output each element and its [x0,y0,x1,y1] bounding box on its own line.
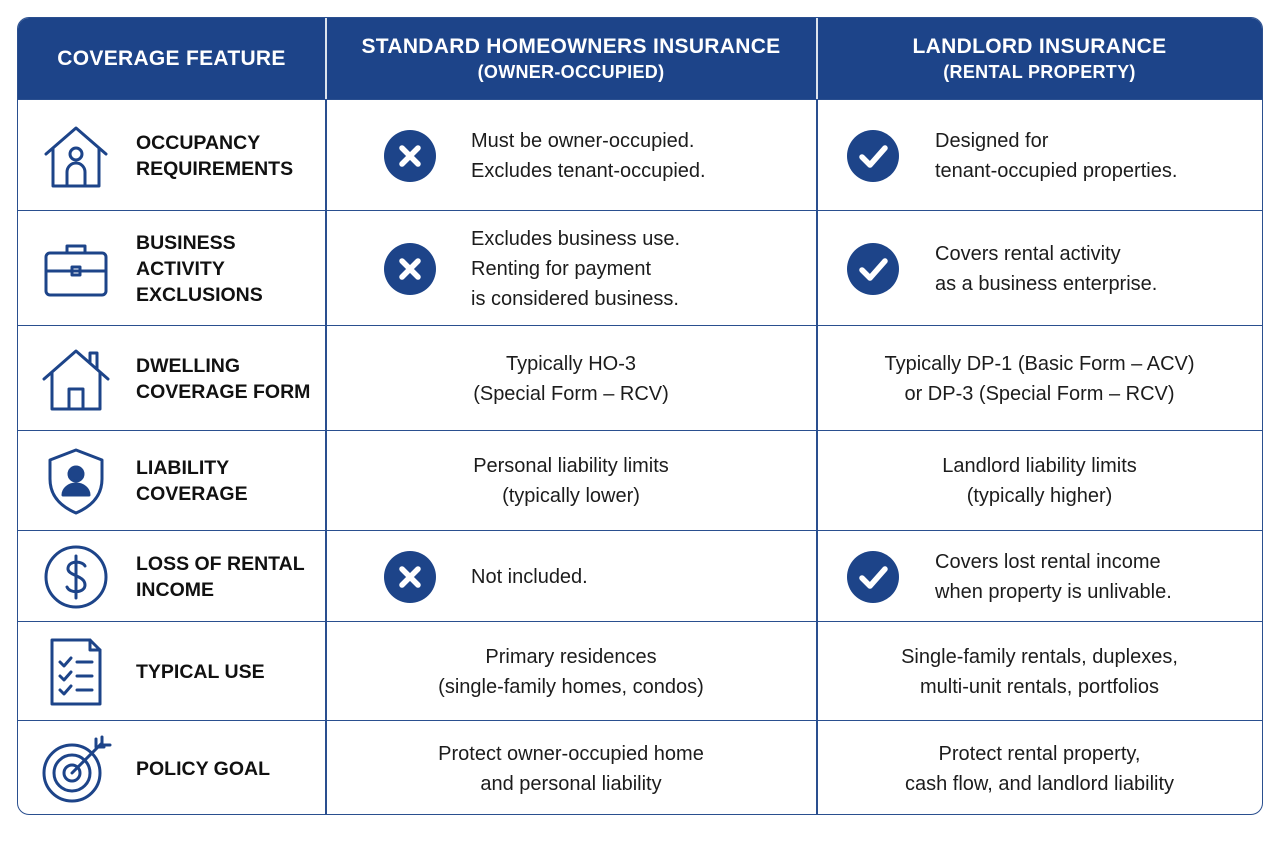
feature-label: BUSINESS ACTIVITY EXCLUSIONS [136,231,263,306]
landlord-text: Typically DP-1 (Basic Form – ACV) or DP-3 (Special Form – RCV) [884,352,1195,405]
landlord-text: Covers lost rental income when property is unlivable. [935,550,1172,603]
column-divider [816,99,818,814]
standard-cell [326,531,816,622]
feature-cell [18,531,325,622]
landlord-text: Covers rental activity as a business enterprise. [935,242,1158,295]
landlord-cell [817,100,1262,211]
standard-text: Excludes business use. Renting for payment is considered business. [471,227,681,310]
standard-cell [326,431,816,531]
feature-label: POLICY GOAL [136,758,270,780]
landlord-text: Designed for tenant-occupied properties. [935,129,1178,182]
briefcase-icon [40,233,112,305]
feature-cell [18,431,325,531]
table-row [18,530,1262,622]
dollar-circle-icon [40,541,112,613]
coverage-comparison-table [17,17,1263,815]
landlord-cell [817,211,1262,326]
landlord-cell [817,531,1262,622]
shield-person-icon [40,445,112,517]
standard-text: Not included. [471,565,588,588]
feature-cell [18,721,325,815]
header-coverage-feature [18,18,325,99]
table-row [18,621,1262,721]
column-divider [325,99,327,814]
house-icon [40,343,112,415]
table-header [18,18,1262,99]
table-row [18,210,1262,326]
header-divider [325,18,327,99]
header-col1-subtitle: (OWNER-OCCUPIED) [477,61,665,82]
standard-cell [326,326,816,431]
standard-text: Typically HO-3 (Special Form – RCV) [473,352,669,405]
feature-label: OCCUPANCY REQUIREMENTS [136,131,294,180]
feature-label: LIABILITY COVERAGE [136,457,248,505]
table-row [18,430,1262,531]
header-landlord-insurance [817,18,1262,99]
standard-text: Primary residences (single-family homes, condos) [438,645,704,698]
x-mark-icon [384,551,436,603]
standard-cell [326,622,816,721]
standard-text: Protect owner-occupied home and personal liability [438,743,704,795]
header-col2-title: LANDLORD INSURANCE [912,34,1167,58]
feature-label: TYPICAL USE [136,660,265,683]
landlord-cell [817,721,1262,815]
header-col2-subtitle: (RENTAL PROPERTY) [943,61,1136,82]
checkmark-icon [847,243,899,295]
header-divider [816,18,818,99]
landlord-cell [817,326,1262,431]
landlord-text: Single-family rentals, duplexes, multi-unit rentals, portfolios [901,645,1178,698]
feature-cell [18,211,325,326]
header-standard-homeowners [326,18,816,99]
checklist-icon [40,636,112,708]
feature-cell [18,326,325,431]
table-row [18,325,1262,431]
house-person-icon [40,120,112,192]
landlord-text: Protect rental property, cash flow, and landlord liability [904,743,1175,795]
x-mark-icon [384,130,436,182]
landlord-text: Landlord liability limits (typically higher) [942,455,1137,507]
standard-cell [326,721,816,815]
standard-cell [326,100,816,211]
checkmark-icon [847,130,899,182]
landlord-cell [817,622,1262,721]
standard-cell [326,211,816,326]
x-mark-icon [384,243,436,295]
feature-cell [18,622,325,721]
target-arrow-icon [40,733,112,805]
feature-label: LOSS OF RENTAL INCOME [136,552,305,601]
feature-label: DWELLING COVERAGE FORM [136,354,311,403]
feature-cell [18,100,325,211]
checkmark-icon [847,551,899,603]
table-row [18,99,1262,211]
header-col0-label: COVERAGE FEATURE [57,46,286,70]
header-col1-title: STANDARD HOMEOWNERS INSURANCE [361,34,781,58]
table-row [18,720,1262,815]
landlord-cell [817,431,1262,531]
standard-text: Must be owner-occupied. Excludes tenant-occupied. [471,129,706,182]
standard-text: Personal liability limits (typically lower) [473,455,669,507]
